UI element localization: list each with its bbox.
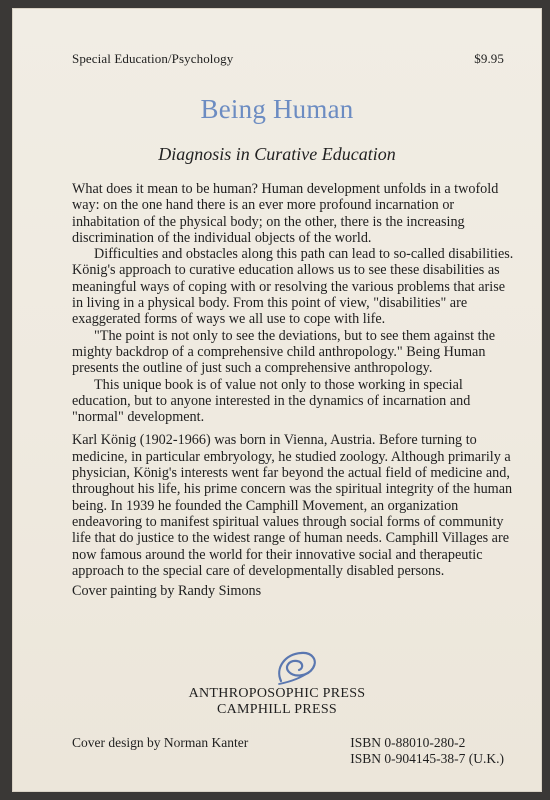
- book-title: Being Human: [200, 94, 354, 124]
- author-bio: Karl König (1902-1966) was born in Vienna, Austria. Before turning to medicine, in particular embryology, he studied zoology. Although primarily a physician, König's interests went far beyond the actual field of medicine and, throughout his life, his prime concern was the spiritual integrity of the human being. In 1939 he founded the Camphill Movement, an organization endeavoring to manifest spiritual values through social forms of community life that do justice to the widest range of human needs. Camphill Villages are now famous around the world for their innovative social and therapeutic approach to the special care of developmentally disabled persons.: [72, 432, 513, 579]
- category-label: Special Education/Psychology: [72, 51, 234, 66]
- publisher-logo-icon: [271, 648, 321, 688]
- price-label: $9.95: [474, 51, 504, 66]
- publisher-block: [12, 686, 542, 718]
- description-body: [72, 181, 517, 599]
- footer-line: [72, 735, 504, 767]
- description-paragraph: This unique book is of value not only to those working in special education, but to anyone interested in the dynamics of incarnation and "normal" development.: [72, 376, 471, 426]
- description-paragraph: What does it mean to be human? Human development unfolds in a twofold way: on the one hand there is an ever more profound incarnation or inhabitation of the physical body; on the other, there is the increasing discrimination of the individual objects of the world.: [72, 181, 499, 246]
- publisher-name: ANTHROPOSOPHIC PRESS: [188, 686, 366, 701]
- header-line: [72, 51, 504, 67]
- book-back-cover: [12, 8, 542, 792]
- isbn-number: ISBN 0-904145-38-7 (U.K.): [350, 751, 504, 766]
- cover-painting-credit: Cover painting by Randy Simons: [72, 583, 262, 600]
- description-paragraph: Difficulties and obstacles along this path can lead to so-called disabilities. König's approach to curative education allows us to see these disabilities as meaningful ways of coping with or resolving the various problems that arise in living in a physical body. From this point of view, "disabilities" are exaggerated forms of ways we all use to cope with life.: [72, 246, 514, 328]
- isbn-number: ISBN 0-88010-280-2: [350, 735, 466, 750]
- book-subtitle: Diagnosis in Curative Education: [158, 144, 396, 164]
- cover-design-credit: Cover design by Norman Kanter: [72, 735, 249, 750]
- publisher-name: CAMPHILL PRESS: [217, 702, 337, 717]
- description-paragraph: "The point is not only to see the deviations, but to see them against the mighty backdrop of a comprehensive child anthropology." Being Human presents the outline of just such a comprehensive anthropology.: [72, 327, 495, 377]
- isbn-block: [350, 735, 504, 767]
